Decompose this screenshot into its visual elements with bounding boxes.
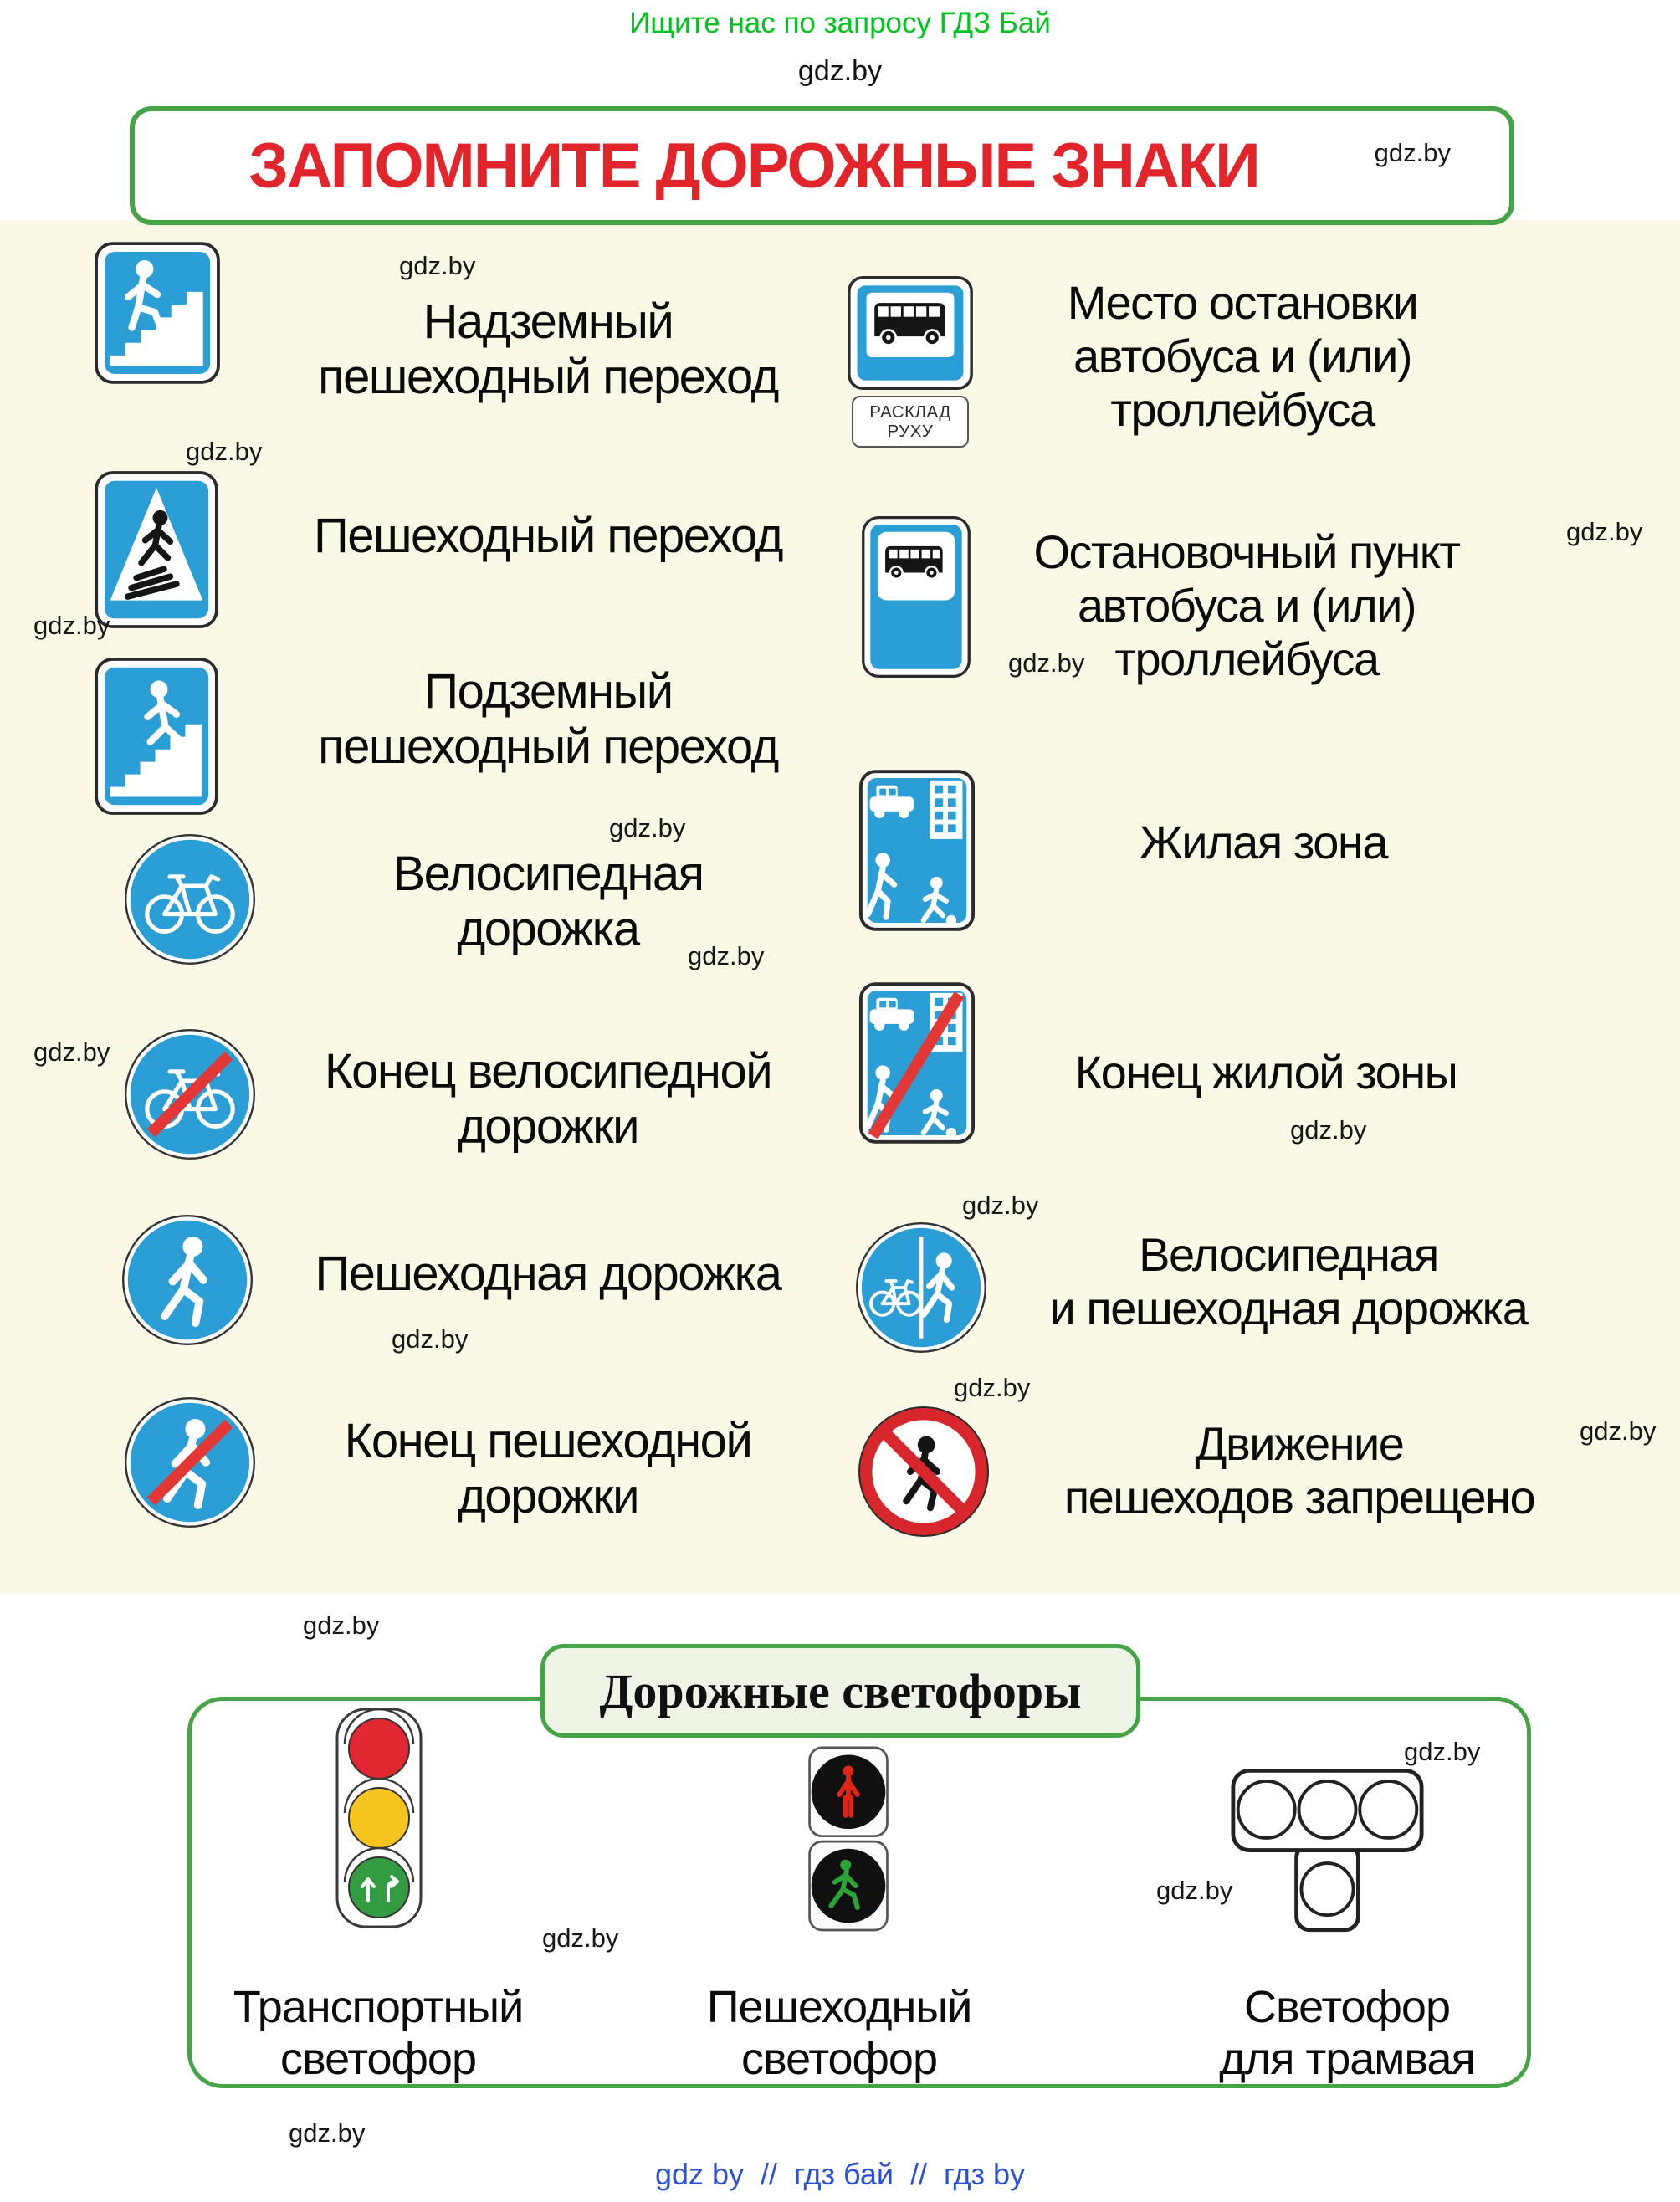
page-title: ЗАПОМНИТЕ ДОРОЖНЫЕ ЗНАКИ (248, 130, 1259, 202)
watermark: gdz.by (542, 1923, 619, 1953)
label-line: Жилая зона (1140, 816, 1387, 868)
overhead-pedestrian-crossing-icon (94, 241, 221, 389)
label-line: автобуса и (или) (1077, 579, 1416, 632)
label-line: светофор (280, 2034, 476, 2084)
label-line: Велосипедная (392, 847, 704, 901)
watermark: gdz.by (609, 813, 686, 842)
watermark: gdz.by (186, 437, 263, 466)
label-line: Пешеходный переход (314, 509, 782, 563)
underground-pedestrian-crossing-icon (94, 657, 219, 820)
label-line: Светофор (1244, 1982, 1450, 2032)
pedestrian-light-label (586, 1981, 1092, 2085)
label-line: Конец жилой зоны (1074, 1046, 1457, 1098)
promo-text: Ищите нас по запросу ГДЗ Бай (629, 7, 1051, 39)
watermark: gdz.by (289, 2118, 366, 2148)
title-box (130, 106, 1514, 225)
label-line: Движение (1195, 1417, 1404, 1470)
label-line: троллейбуса (1110, 383, 1375, 436)
pedestrian-path-label (222, 1247, 874, 1302)
watermark: gdz.by (33, 1037, 110, 1067)
watermark: gdz.by (1566, 517, 1643, 546)
watermark-top: gdz.by (797, 55, 883, 87)
watermark: gdz.by (1580, 1416, 1657, 1446)
label-line: и пешеходная дорожка (1049, 1282, 1528, 1334)
label-line: дорожки (457, 1469, 639, 1523)
underground-crossing-label (222, 664, 874, 775)
watermark: gdz.by (392, 1324, 469, 1354)
residential-zone-label (937, 816, 1590, 869)
label-line: пешеходный переход (318, 719, 778, 774)
label-line: Подземный (423, 664, 673, 719)
label-line: Конец велосипедной (324, 1044, 772, 1098)
plate-line: РАСКЛАД (869, 402, 951, 422)
watermark: gdz.by (954, 1373, 1031, 1402)
transport-light-label (125, 1981, 631, 2085)
watermark: gdz.by (399, 251, 476, 280)
footer-links: gdz by // гдз бай // гдз by (654, 2157, 1026, 2191)
label-line: Транспортный (233, 1982, 524, 2032)
end-bicycle-path-label (222, 1044, 874, 1155)
label-line: Место остановки (1067, 276, 1418, 329)
label-line: дорожки (457, 1099, 639, 1154)
label-line: автобуса и (или) (1073, 330, 1412, 382)
no-pedestrians-icon (857, 1405, 991, 1543)
pedestrian-traffic-light-icon (803, 1744, 894, 1939)
watermark: gdz.by (1290, 1115, 1367, 1145)
watermark: gdz.by (1404, 1737, 1481, 1766)
tram-traffic-light-icon (1230, 1767, 1425, 1938)
transport-traffic-light-icon (333, 1705, 425, 1935)
bike-and-pedestrian-path-label (962, 1228, 1615, 1335)
overhead-crossing-label (222, 294, 874, 405)
traffic-lights-title: Дорожные светофоры (540, 1644, 1140, 1738)
label-line: Остановочный пункт (1033, 525, 1460, 578)
end-pedestrian-path-label (222, 1414, 874, 1524)
label-line: Конец пешеходной (344, 1414, 752, 1468)
bus-stop-label (916, 276, 1569, 437)
label-line: Надземный (423, 294, 674, 349)
label-line: Пешеходный (706, 1982, 972, 2032)
label-line: Велосипедная (1139, 1228, 1438, 1281)
plate-line: РУХУ (887, 422, 934, 441)
pedestrian-crossing-icon (94, 470, 219, 633)
watermark: gdz.by (33, 611, 110, 640)
end-residential-zone-label (940, 1046, 1592, 1099)
watermark: gdz.by (1008, 648, 1085, 678)
label-line: дорожка (457, 902, 639, 956)
label-line: троллейбуса (1114, 632, 1379, 685)
label-line: Пешеходная дорожка (315, 1247, 781, 1301)
label-line: пешеходов запрещено (1063, 1471, 1535, 1523)
watermark-title-box: gdz.by (1374, 138, 1451, 167)
pedestrian-crossing-label (222, 509, 874, 564)
watermark: gdz.by (962, 1191, 1039, 1220)
tram-light-label (1094, 1981, 1600, 2085)
bicycle-path-label (222, 847, 874, 957)
label-line: для трамвая (1219, 2034, 1475, 2084)
watermark: gdz.by (1156, 1876, 1233, 1905)
watermark: gdz.by (303, 1611, 380, 1640)
watermark: gdz.by (688, 941, 765, 970)
label-line: пешеходный переход (318, 350, 778, 404)
no-pedestrians-label (973, 1417, 1626, 1524)
label-line: светофор (741, 2034, 937, 2084)
